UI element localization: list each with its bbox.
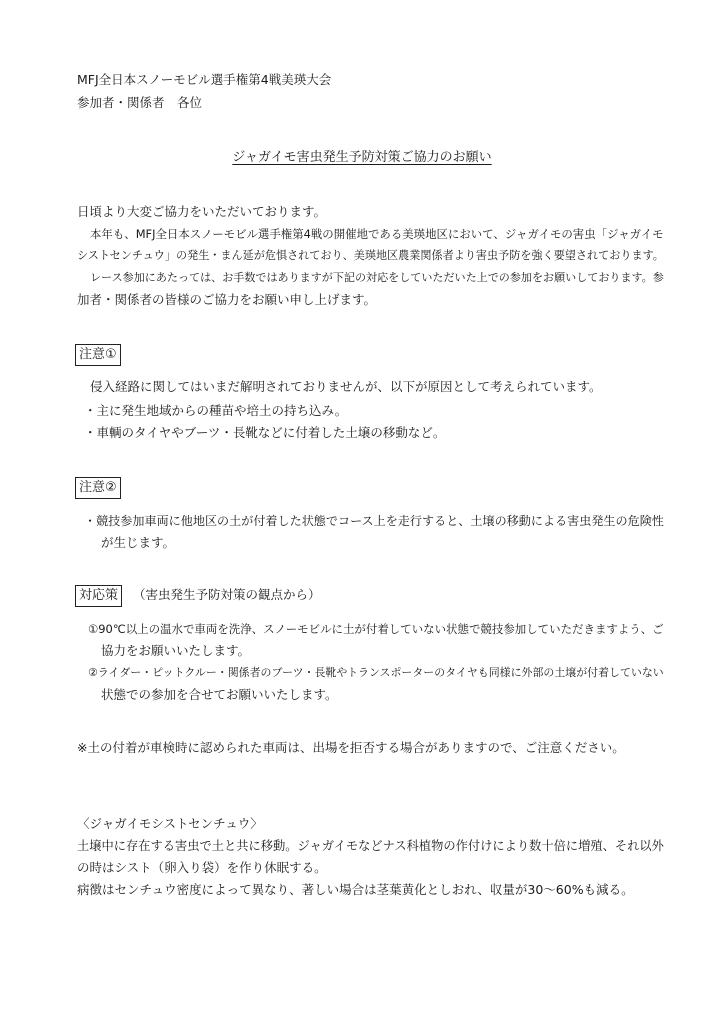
measure1-line1: ①90℃以上の温水で車両を洗浄、スノーモビルに土が付着していない状態で競技参加していただきますよう、ご bbox=[88, 622, 664, 636]
footnote-line3: 病徴はセンチュウ密度によって異なり、著しい場合は茎葉黄化としおれ、収量が30～60%も減る。 bbox=[77, 882, 634, 897]
measures-label: 対応策 bbox=[75, 585, 122, 607]
measures-subtitle: （害虫発生予防対策の観点から） bbox=[133, 587, 321, 602]
caution2-label: 注意② bbox=[75, 477, 121, 499]
measure1-line2: 協力をお願いいたします。 bbox=[101, 643, 251, 658]
footnote-heading: 〈ジャガイモシストセンチュウ〉 bbox=[77, 816, 263, 831]
intro-p1-line1: 本年も、MFJ全日本スノーモビル選手権第4戦の開催地である美瑛地区において、ジャガイモの害虫「ジャガイモ bbox=[90, 227, 664, 241]
intro-p1-line2: シストセンチュウ」の発生・まん延が危惧されており、美瑛地区農業関係者より害虫予防を強く要望されております。 bbox=[77, 249, 664, 262]
caution1-label: 注意① bbox=[75, 344, 121, 366]
intro-p2-line2: 加者・関係者の皆様のご協力をお願い申し上げます。 bbox=[77, 292, 377, 307]
measure2-line2: 状態での参加を合せてお願いいたします。 bbox=[101, 687, 338, 702]
caution1-item-2: ・車輌のタイヤやブーツ・長靴などに付着した土壌の移動など。 bbox=[84, 425, 446, 440]
intro-p2-line1: レース参加にあたっては、お手数ではありますが下記の対応をしていただいた上での参加をお願いしております。参 bbox=[90, 271, 664, 284]
event-name: MFJ全日本スノーモビル選手権第4戦美瑛大会 bbox=[77, 72, 332, 87]
measure2-line1: ②ライダー・ピットクルー・関係者のブーツ・長靴やトランスポーターのタイヤも同様に外部の土壌が付着していない bbox=[88, 666, 664, 679]
intro-greeting: 日頃より大変ご協力をいただいております。 bbox=[77, 204, 327, 219]
caution1-text: 侵入経路に関してはいまだ解明されておりませんが、以下が原因として考えられています。 bbox=[90, 379, 602, 394]
footnote-line1: 土壌中に存在する害虫で土と共に移動。ジャガイモなどナス科植物の作付けにより数十倍に増殖、それ以外 bbox=[77, 839, 664, 853]
caution1-item-1: ・主に発生地域からの種苗や培土の持ち込み。 bbox=[84, 403, 348, 418]
caution2-line1: ・競技参加車両に他地区の土が付着した状態でコース上を走行すると、土壌の移動による害虫発生の危険性 bbox=[84, 514, 664, 528]
recipients: 参加者・関係者 各位 bbox=[77, 95, 203, 110]
document-title: ジャガイモ害虫発生予防対策ご協力のお願い bbox=[232, 150, 492, 165]
footnote-line2: の時はシスト（卵入り袋）を作り休眠する。 bbox=[77, 860, 327, 875]
caution2-line2: が生じます。 bbox=[101, 535, 176, 550]
notice: ※土の付着が車検時に認められた車両は、出場を拒否する場合がありますので、ご注意ください。 bbox=[77, 740, 625, 755]
